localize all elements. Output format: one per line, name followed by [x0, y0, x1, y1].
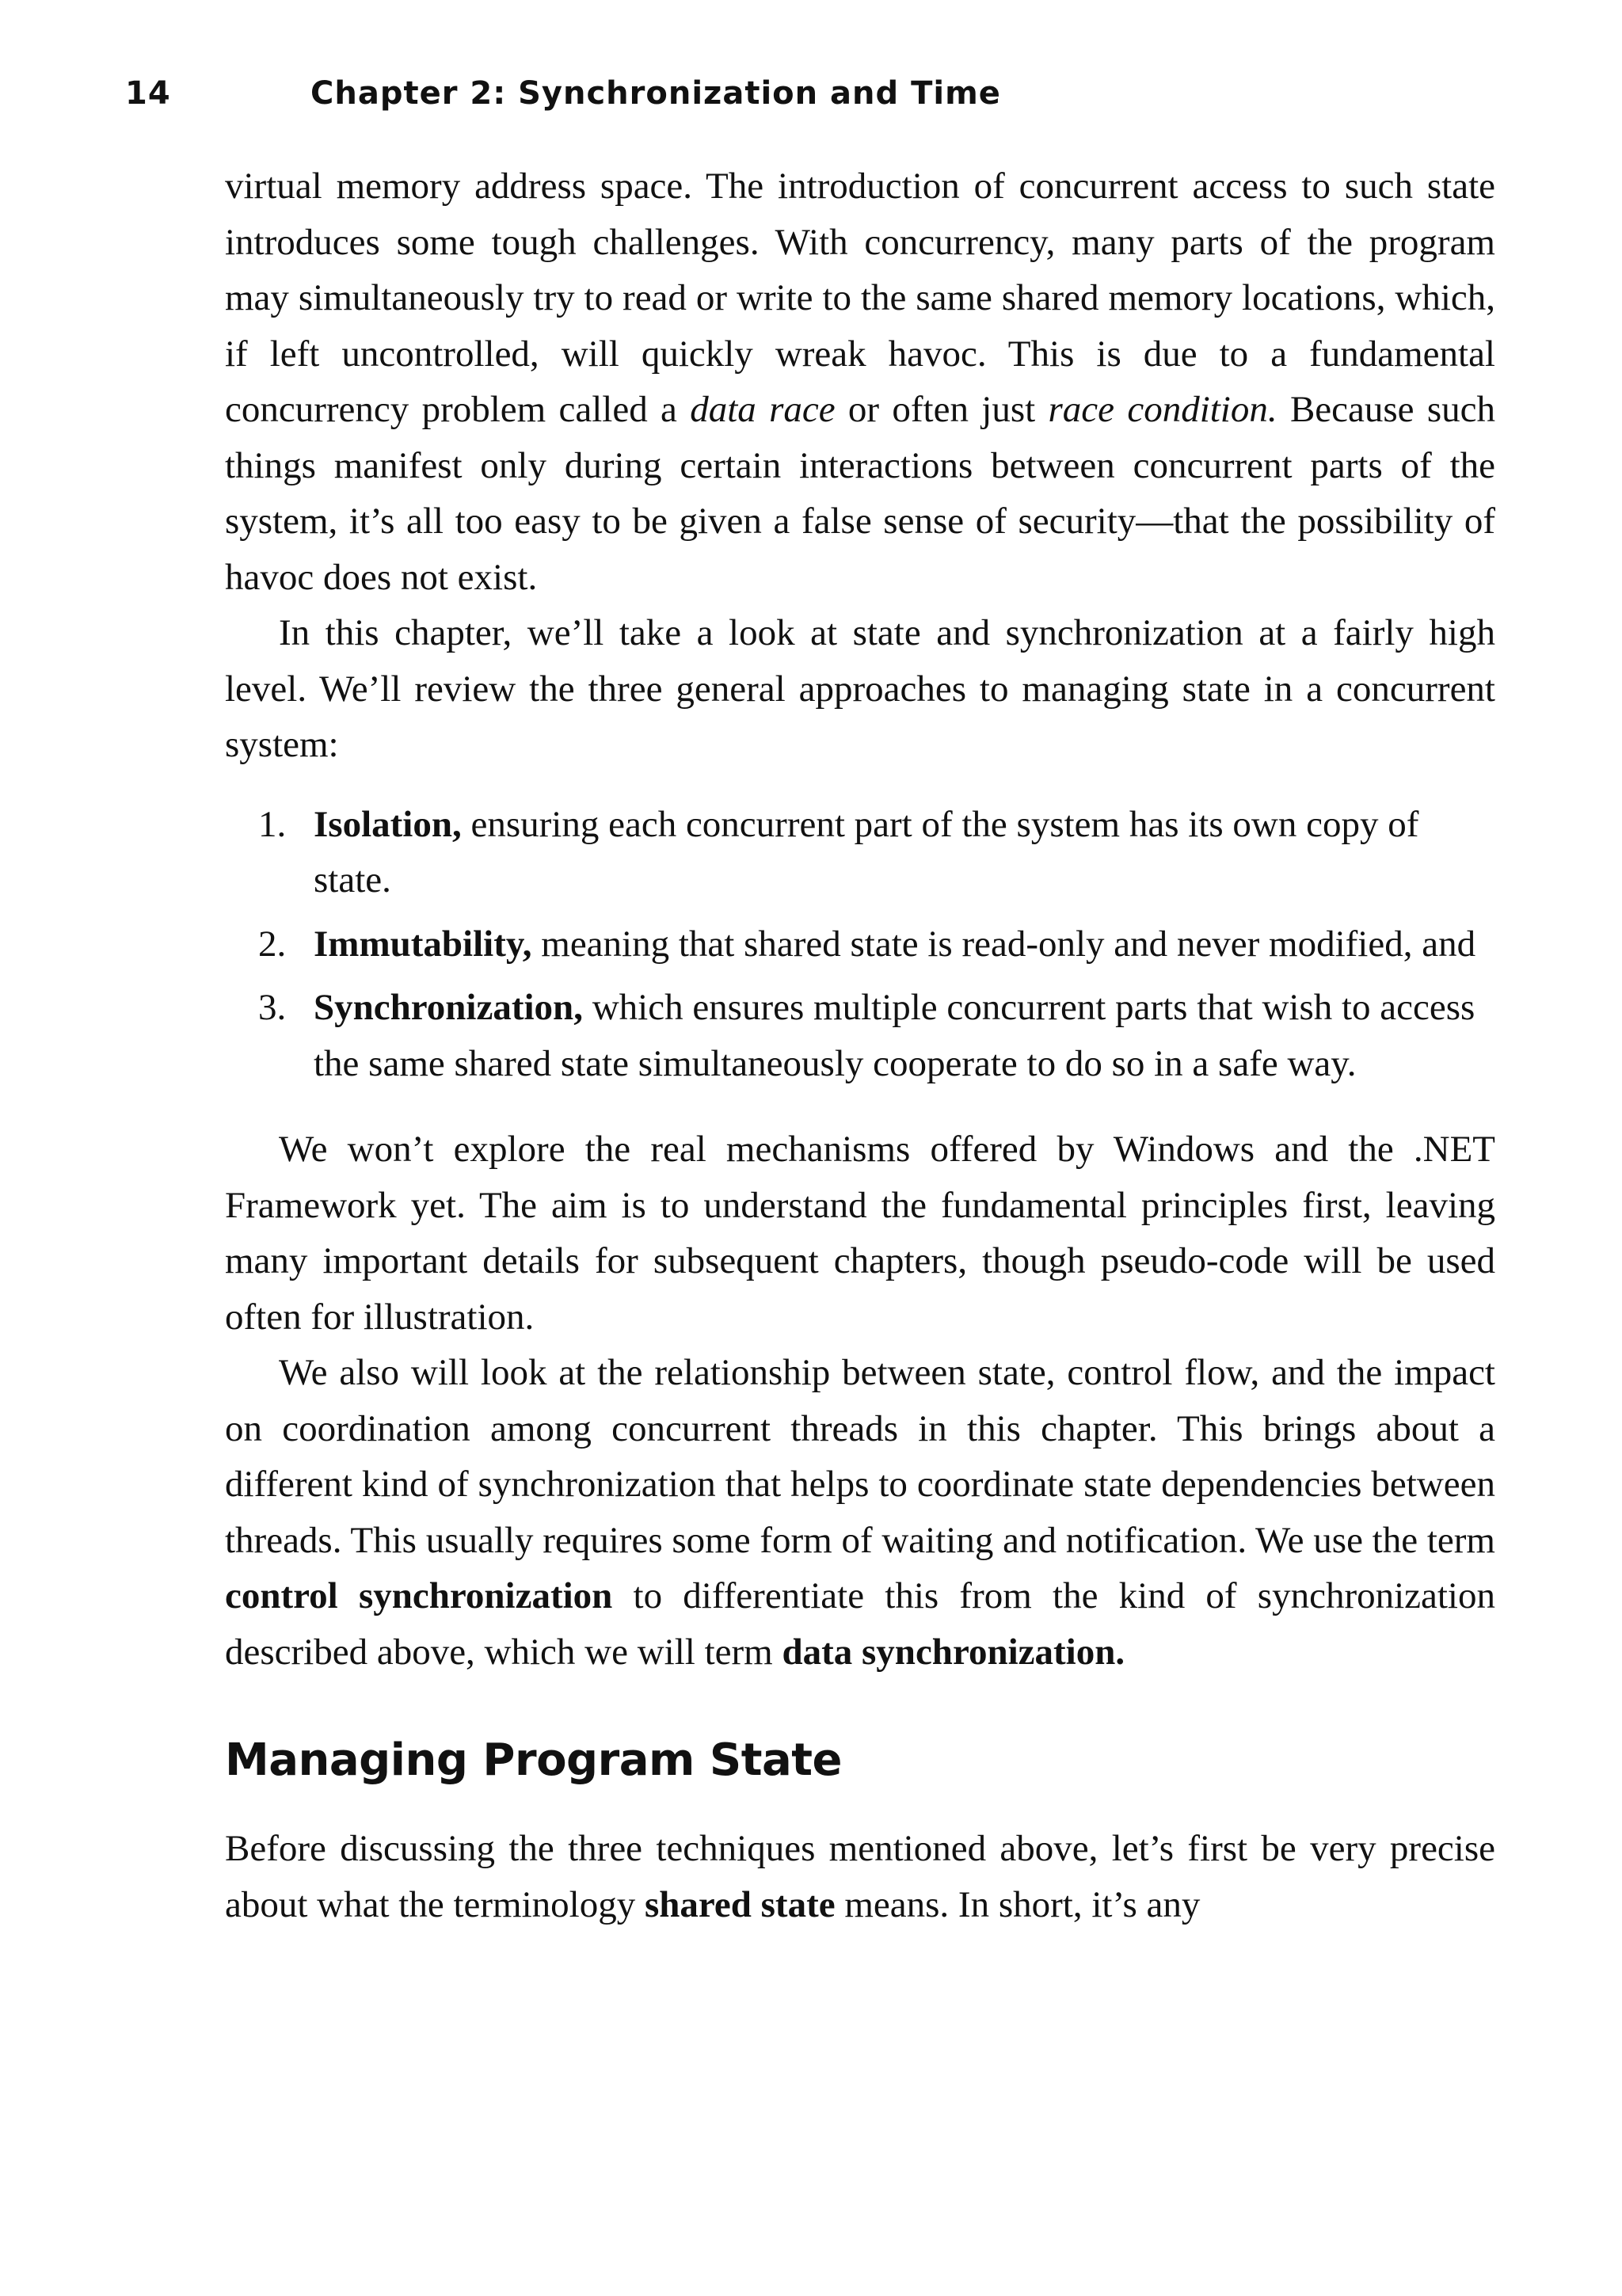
paragraph-chapter-overview: In this chapter, we’ll take a look at state and synchronization at a fairly high level. We’ll review the three general approaches to managing state in a concurrent system:: [225, 612, 1495, 765]
chapter-title: Chapter 2: Synchronization and Time: [310, 75, 1001, 112]
list-item-immutability: [225, 916, 1495, 973]
list-item-number: 2.: [258, 923, 287, 965]
list-item-isolation: [225, 797, 1495, 908]
term-data-race: data race: [690, 389, 836, 430]
paragraph-mechanisms: We won’t explore the real mechanisms offered by Windows and the .NET Framework yet. The aim is to understand the fundamental principles first, leaving many important details for subsequent chapters, though pseudo-code will be used often for illustration.: [225, 1129, 1495, 1338]
paragraph-shared-state: [225, 1821, 1495, 1932]
list-item-text: ensuring each concurrent part of the system has its own copy of state.: [314, 803, 1419, 901]
paragraph-control-synchronization: [225, 1345, 1495, 1680]
list-item-term: Synchronization,: [314, 987, 583, 1028]
body-text: [225, 158, 1495, 1932]
paragraph-intro: [225, 158, 1495, 605]
term-data-synchronization: data synchronization.: [782, 1631, 1125, 1673]
term-shared-state: shared state: [644, 1883, 836, 1925]
paragraph-intro-text-a: virtual memory address space. The introduction of concurrent access to such state introduces some tough challenges. With concurrency, many parts of the program may simultaneously try to read or write to the same shared memory locations, which, if left uncontrolled, will quickly wreak havoc. This is due to a fundamental concurrency problem called a: [225, 166, 1495, 430]
approaches-list: [225, 797, 1495, 1092]
paragraph-intro-text-b: or often just: [835, 389, 1049, 430]
list-item-text: which ensures multiple concurrent parts that wish to access the same shared state simultaneously cooperate to do so in a safe way.: [314, 987, 1475, 1084]
list-item-number: 3.: [258, 987, 287, 1028]
paragraph-intro-text-c: Because such things manifest only during certain interactions between concurrent parts of the system, it’s all too easy to be given a false sense of security—that the possibility of havoc does not exist.: [225, 389, 1495, 598]
paragraph-control-text-a: We also will look at the relationship between state, control flow, and the impact on coordination among concurrent threads in this chapter. This brings about a different kind of synchronization that helps to coordinate state dependencies between threads. This usually requires some form of waiting and notification. We use the term: [225, 1352, 1495, 1561]
paragraph-shared-text-a: Before discussing the three techniques mentioned above, let’s first be very precise about what the terminology: [225, 1828, 1495, 1925]
section-heading: Managing Program State: [225, 1734, 843, 1786]
list-item-term: Immutability,: [314, 923, 532, 965]
running-head: [0, 70, 1622, 117]
paragraph-control-text-b: to differentiate this from the kind of synchronization described above, which we will term: [225, 1575, 1495, 1673]
list-item-number: 1.: [258, 803, 287, 845]
page-number: 14: [125, 75, 171, 112]
term-control-synchronization: control synchronization: [225, 1575, 613, 1616]
list-item-term: Isolation,: [314, 803, 462, 845]
term-race-condition: race condition.: [1048, 389, 1277, 430]
paragraph-shared-text-b: means. In short, it’s any: [835, 1883, 1201, 1925]
list-item-synchronization: [225, 980, 1495, 1091]
list-item-text: meaning that shared state is read-only and never modified, and: [531, 923, 1476, 965]
